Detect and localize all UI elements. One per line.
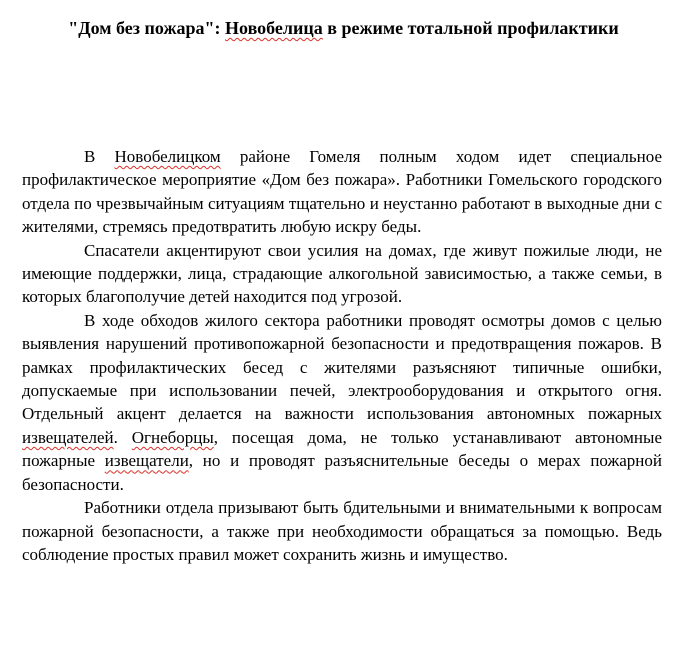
title-text-start: "Дом без пожара": — [68, 18, 226, 38]
paragraph-3-spellcheck-word-1: извещателей — [22, 427, 114, 447]
document-title — [22, 17, 665, 41]
paragraph-4-text: Работники отдела призывают быть бдительными и внимательными к вопросам пожарной безопасности, а также при необходимости обращаться за помощью. Ведь соблюдение простых правил может сохранить жизнь и имущество. — [22, 498, 662, 564]
paragraph-1 — [22, 145, 662, 239]
paragraph-3-text-1: В ходе обходов жилого сектора работники проводят осмотры домов с целью выявления нарушений противопожарной безопасности и предотвращения пожаров. В рамках профилактических бесед с жителями разъясняют типичные ошибки, допускаемые при использовании печей, электрооборудования и открытого огня. Отдельный акцент делается на важности использования автономных пожарных — [22, 310, 662, 424]
title-spellcheck-word: Новобелица — [225, 18, 323, 38]
paragraph-3-text-2: . — [113, 427, 132, 447]
paragraph-3-text-3: , посещая дома, не только устанавливают автономные пожарные — [22, 427, 662, 471]
paragraph-3-spellcheck-word-3: извещатели — [104, 451, 189, 471]
paragraph-1-text-1: В — [84, 147, 115, 166]
paragraph-2-text: Спасатели акцентируют свои усилия на домах, где живут пожилые люди, не имеющие поддержки, лица, страдающие алкогольной зависимостью, а также семьи, в которых благополучие детей находится под угрозой. — [22, 240, 662, 307]
paragraph-3-text-4: , но и проводят разъяснительные беседы о мерах пожарной безопасности. — [22, 451, 662, 494]
paragraph-1-spellcheck-word: Новобелицком — [114, 147, 221, 166]
paragraph-3 — [22, 309, 662, 496]
paragraph-2 — [22, 239, 662, 309]
title-text-end: в режиме тотальной профилактики — [322, 18, 619, 38]
paragraph-4 — [22, 496, 662, 566]
paragraph-1-text-2: районе Гомеля полным ходом идет специальное профилактическое мероприятие «Дом без пожара». Работники Гомельского городского отдела по чрезвычайным ситуациям тщательно и неустанно работают в выходные дни с жителями, стремясь предотвратить любую искру беды. — [22, 147, 662, 237]
document-body — [22, 145, 662, 566]
paragraph-3-spellcheck-word-2: Огнеборцы — [131, 427, 214, 447]
